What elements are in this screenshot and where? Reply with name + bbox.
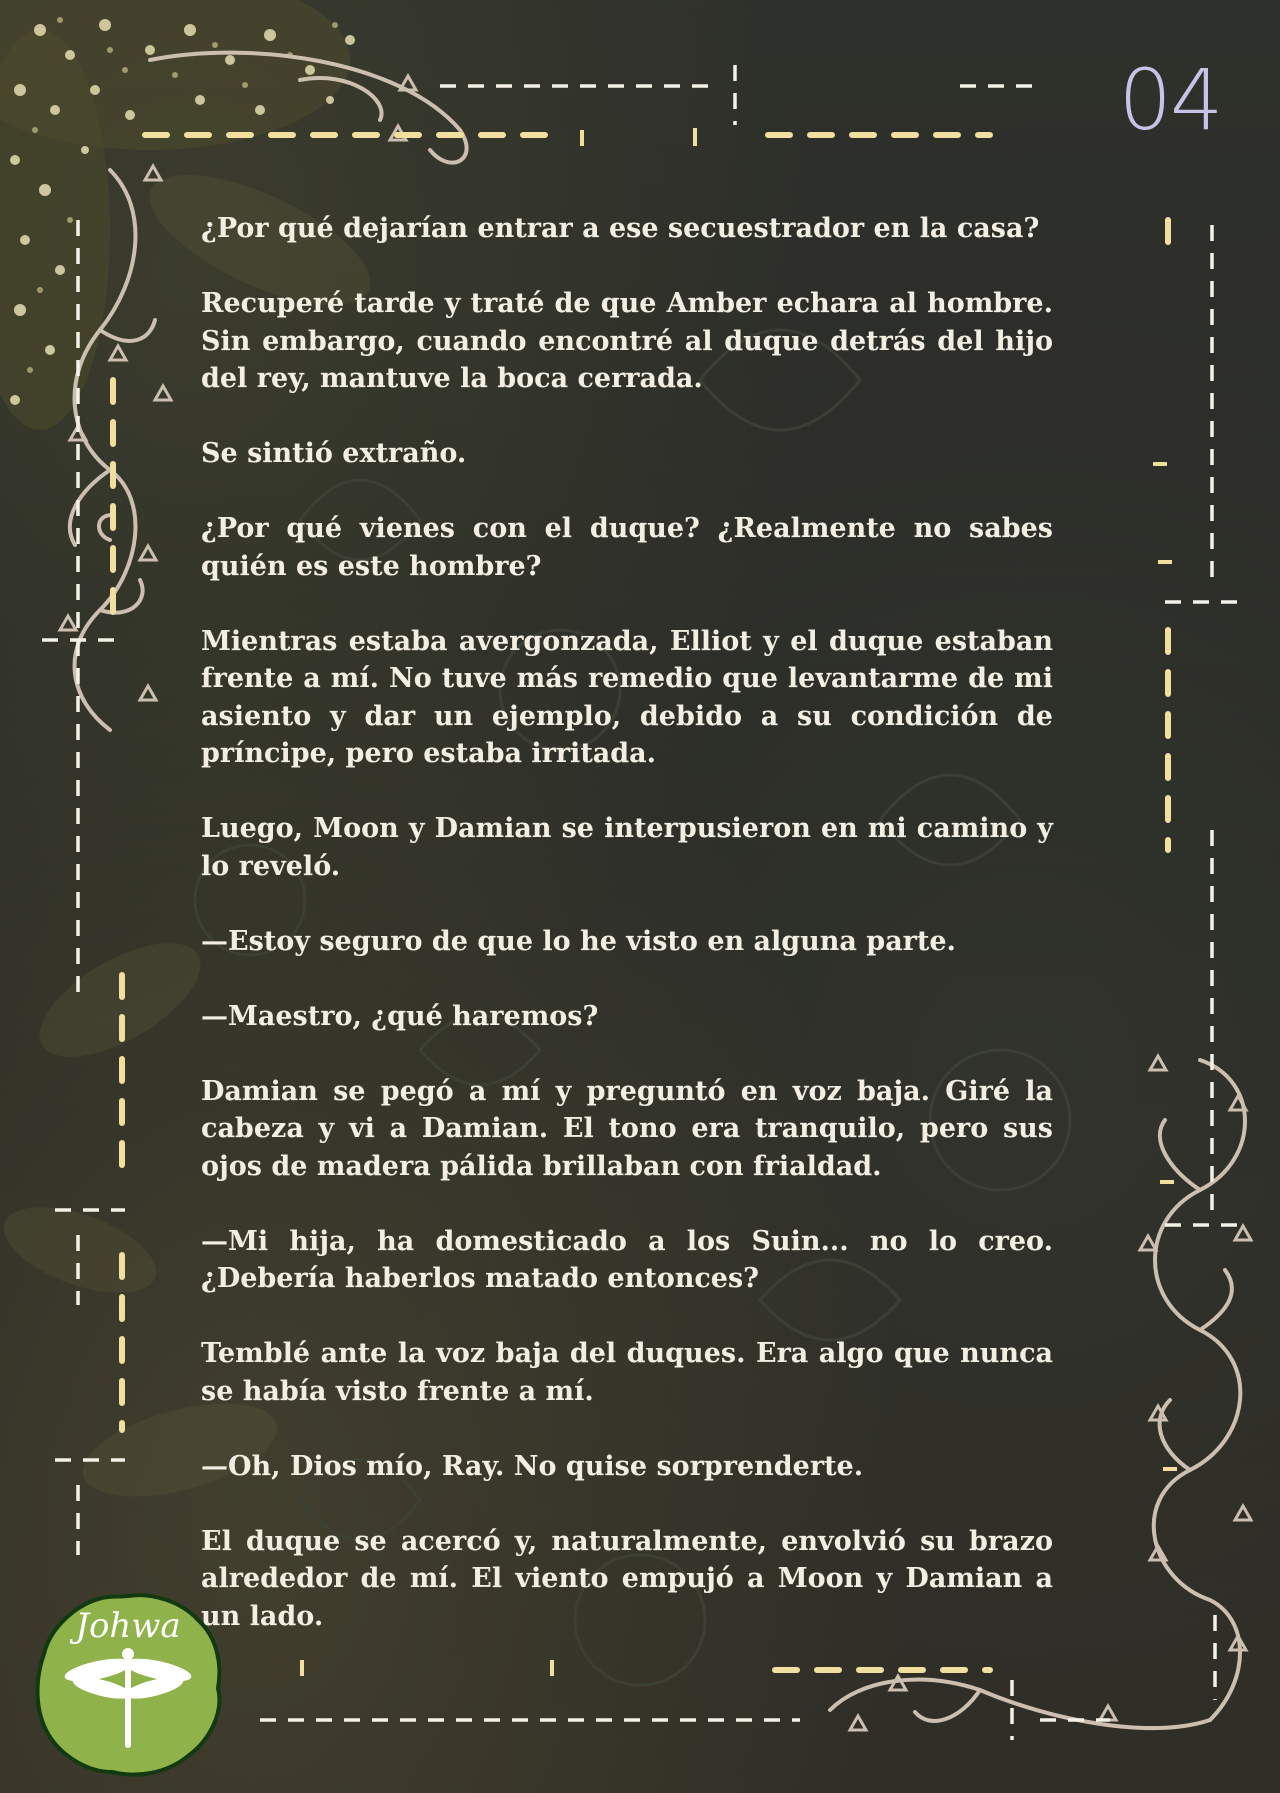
paragraph: ¿Por qué vienes con el duque? ¿Realmente no sabes quién es este hombre? [201, 513, 1053, 582]
paragraph: —Maestro, ¿qué haremos? [201, 1000, 599, 1032]
paragraph: —Mi hija, ha domesticado a los Suin... no lo creo. ¿Debería haberlos matado entonces? [201, 1225, 1053, 1294]
page-number: 04 [1118, 51, 1222, 149]
paragraph: Luego, Moon y Damian se interpusieron en mi camino y lo reveló. [201, 813, 1053, 882]
paragraph: ¿Por qué dejarían entrar a ese secuestrador en la casa? [201, 213, 1040, 244]
story-text [201, 210, 1053, 1635]
paragraph: Se sintió extraño. [201, 438, 467, 469]
paragraph: —Estoy seguro de que lo he visto en alguna parte. [201, 925, 956, 957]
paragraph: El duque se acercó y, naturalmente, envolvió su brazo alrededor de mí. El viento empujó a Moon y Damian a un lado. [201, 1525, 1053, 1632]
logo-text: Johwa [75, 1606, 181, 1646]
paragraph: —Oh, Dios mío, Ray. No quise sorprenderte. [201, 1450, 864, 1482]
paragraph: Mientras estaba avergonzada, Elliot y el duque estaban frente a mí. No tuve más remedio que levantarme de mi asiento y dar un ejemplo, debido a su condición de príncipe, pero estaba irritada. [201, 625, 1053, 769]
johwa-logo [32, 1588, 224, 1780]
paragraph: Temblé ante la voz baja del duques. Era algo que nunca se había visto frente a mí. [201, 1338, 1053, 1407]
paragraph: Damian se pegó a mí y preguntó en voz baja. Giré la cabeza y vi a Damian. El tono era tranquilo, pero sus ojos de madera pálida brillaban con frialdad. [201, 1075, 1053, 1182]
paragraph: Recuperé tarde y traté de que Amber echara al hombre. Sin embargo, cuando encontré al duque detrás del hijo del rey, mantuve la boca cerrada. [201, 288, 1053, 394]
